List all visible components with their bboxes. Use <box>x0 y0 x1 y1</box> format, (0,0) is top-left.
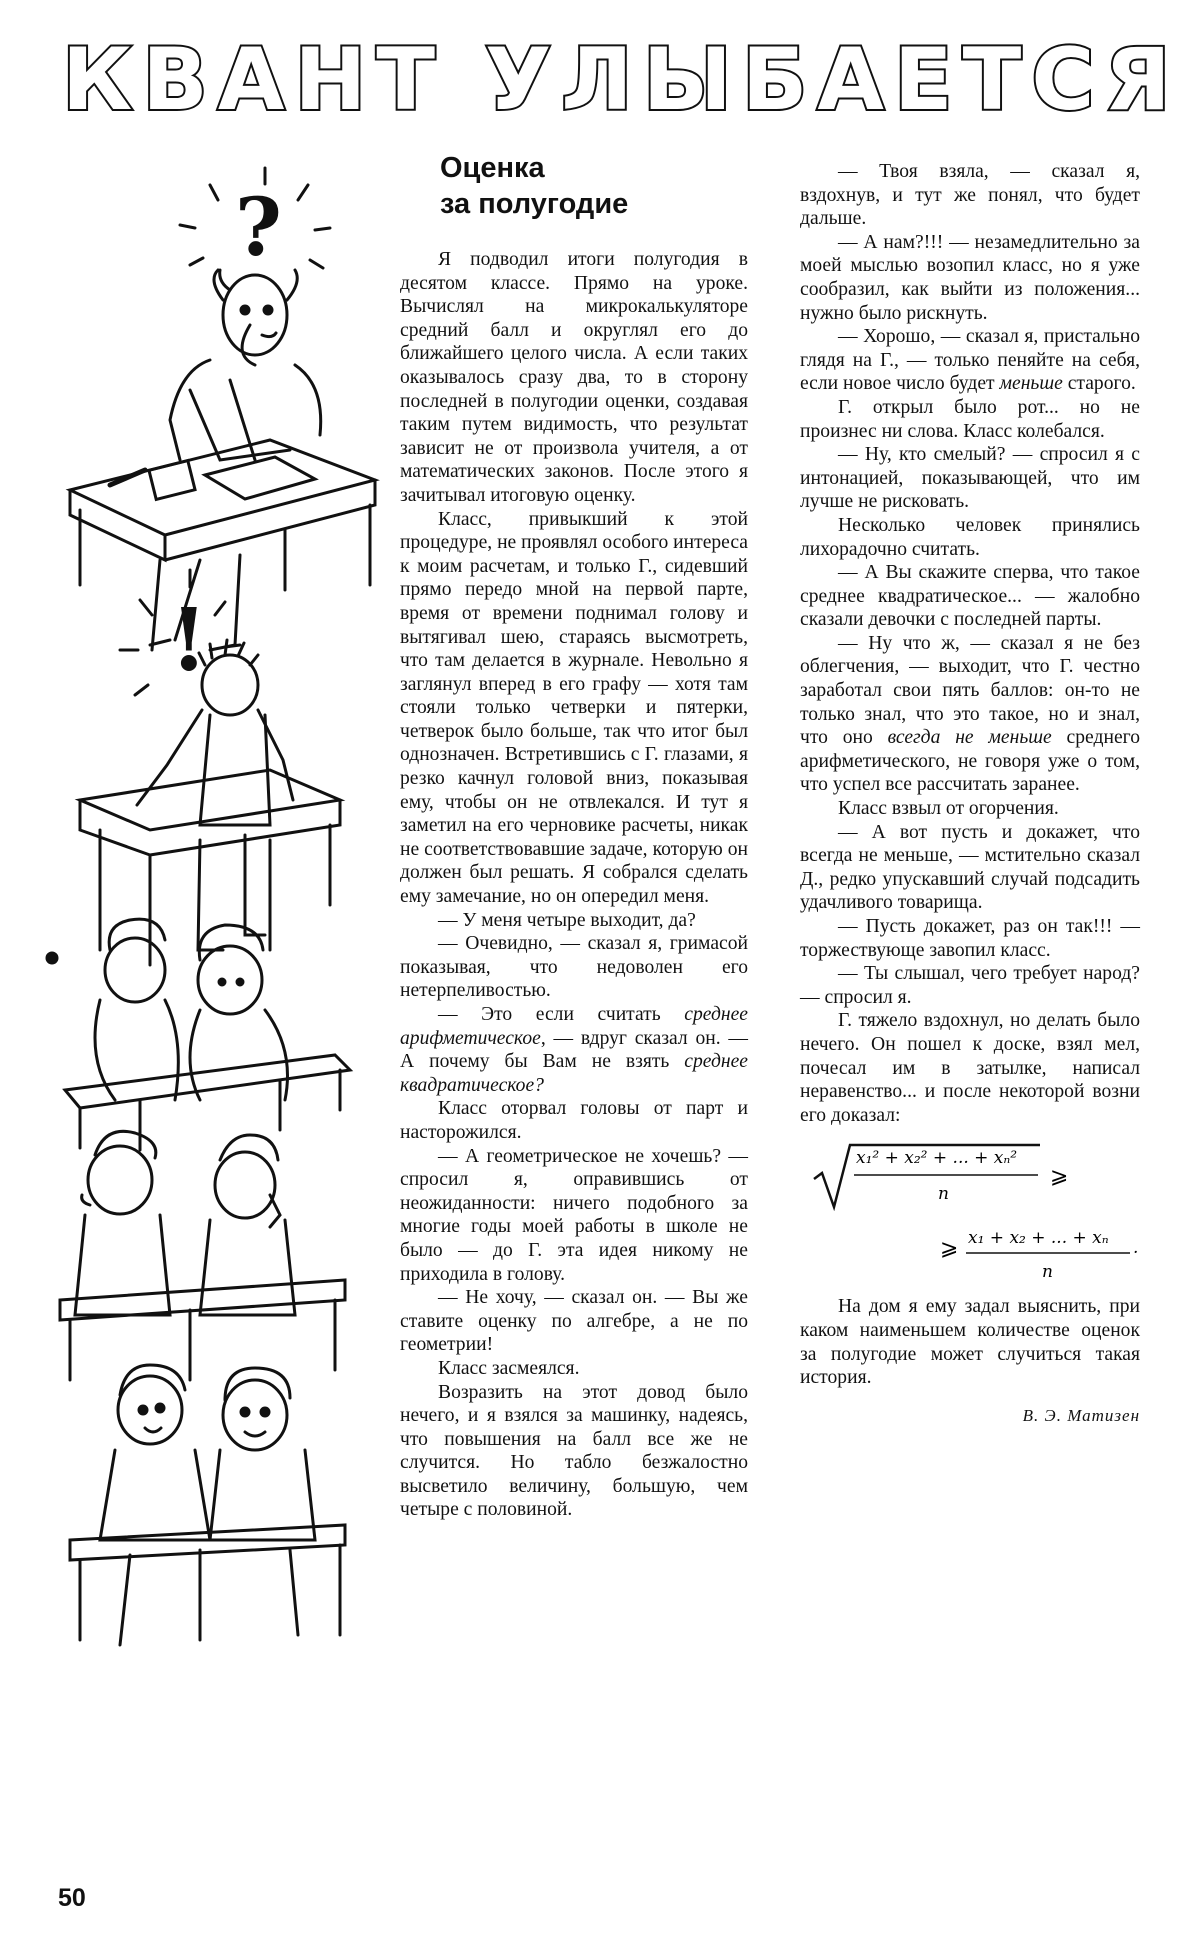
paragraph-with-emphasis: — Это если считать среднее арифметическое, — вдруг сказал он. — А почему бы Вам не взять среднее квадратическое? <box>400 1004 748 1096</box>
svg-text:⩾: ⩾ <box>1050 1164 1069 1190</box>
svg-text:n: n <box>938 1184 949 1205</box>
paragraph: — Не хочу, — сказал он. — Вы же ставите оценку по алгебре, а не по геометрии! <box>400 1287 748 1356</box>
paragraph: Класс, привыкший к этой процедуре, не проявлял особого интереса к моим расчетам, и только Г., сидевший прямо передо мной на первой парте, время от времени поднимал голову и вытягивал шею, стараясь высмотреть, что там делается в журнале. Невольно я заглянул вперед в его графу — хотя там стояли только четверки и пятерки, четверок было больше, так что итог был однозначен. Встретившись с Г. глазами, я резко качнул головой вниз, показывая ему, чтобы он не отвлекался. И тут я заметил на его черновике расчеты, никак не соответствовавшие задаче, которую он должен был решать. Я собрался сделать ему замечание, но он опередил меня. <box>400 508 748 908</box>
paragraph: Несколько человек принялись лихорадочно считать. <box>800 514 1140 560</box>
title-line-2: за полугодие <box>440 188 629 220</box>
author-signature: В. Э. Матизен <box>1022 1405 1140 1425</box>
rms-expression <box>810 1141 1110 1211</box>
article-title <box>440 150 740 222</box>
svg-text:x₁² + x₂² + ... + xₙ²: x₁² + x₂² + ... + xₙ² <box>856 1148 1018 1169</box>
paragraph-with-emphasis: — Хорошо, — сказал я, пристально глядя на Г., — только пеняйте на себя, если новое число будет меньше старого. <box>800 326 1140 395</box>
text-column-1 <box>400 248 748 1522</box>
svg-text:⩾: ⩾ <box>940 1236 959 1262</box>
paragraph: — Очевидно, — сказал я, гримасой показывая, что недоволен его нетерпеливостью. <box>400 933 748 1002</box>
text-column-2 <box>800 160 1140 1427</box>
paragraph: Г. открыл было рот... но не произнес ни слова. Класс колебался. <box>800 396 1140 442</box>
page-number: 50 <box>58 1884 86 1912</box>
svg-text:x₁ + x₂ + ... + xₙ: x₁ + x₂ + ... + xₙ <box>968 1228 1109 1249</box>
svg-text:n: n <box>1042 1262 1053 1283</box>
paragraph: Я подводил итоги полугодия в десятом классе. Прямо на уроке. Вычислял на микрокалькуляторе средний балл и округлял его до ближайшего целого числа. А если таких оказывалось сразу два, то в сторону последней в полугодии оценки, создавая таким путем видимость, что результат зависит не от произвола учителя, а от математических законов. После этого я зачитывал итоговую оценку. <box>400 249 748 506</box>
question-mark-icon: ? <box>235 180 282 274</box>
paragraph: — А вот пусть и докажет, что всегда не меньше, — мстительно сказал Д., редко упускавший случай подсадить удачливого товарища. <box>800 821 1140 914</box>
closing-paragraph: На дом я ему задал выяснить, при каком наименьшем количестве оценок за полугодие может случиться такая история. <box>800 1296 1140 1389</box>
title-line-1: Оценка <box>440 152 545 184</box>
section-banner: КВАНТ УЛЫБАЕТСЯ <box>62 30 1181 130</box>
paragraph: — Ты слышал, чего требует народ? — спросил я. <box>800 963 1140 1008</box>
paragraph: — Пусть докажет, раз он так!!! — торжествующе завопил класс. <box>800 916 1140 961</box>
paragraph: — А нам?!!! — незамедлительно за моей мыслью возопил класс, но я уже сообразил, как выйти из положения... нужно было рискнуть. <box>800 231 1140 324</box>
svg-text:.: . <box>1133 1238 1139 1259</box>
paragraph: — А геометрическое не хочешь? — спросил я, оправившись от неожиданности: ничего подобного за многие годы моей работы в школе не было — до Г. эта идея никому не приходила в голову. <box>400 1145 748 1285</box>
paragraph: Класс взвыл от огорчения. <box>838 798 1059 820</box>
paragraph: — Ну, кто смелый? — спросил я с интонацией, показывающей, что им лучше не рисковать. <box>800 444 1140 513</box>
paragraph: Г. тяжело вздохнул, но делать было нечего. Он пошел к доске, взял мел, почесал им в затылке, написал неравенство... и после некоторой возни его доказал: <box>800 1010 1140 1126</box>
cartoon-illustration <box>40 150 380 1810</box>
paragraph: — А Вы скажите сперва, что такое среднее квадратическое... — жалобно сказали девочки с последней парты. <box>800 562 1140 631</box>
paragraph: — У меня четыре выходит, да? <box>438 909 696 931</box>
arithmetic-mean-expression <box>940 1221 1140 1285</box>
paragraph-with-emphasis: — Ну что ж, — сказал я не без облегчения, — выходит, что Г. честно заработал свои пять баллов: он-то не только знал, что это такое, но и знал, что оно всегда не меньше среднего арифметического, не говоря уже о том, что успел все рассчитать заранее. <box>800 632 1140 796</box>
paragraph: Класс оторвал головы от парт и насторожился. <box>400 1098 748 1143</box>
paragraph: Класс засмеялся. <box>438 1357 580 1379</box>
exclamation-mark-icon: ! <box>170 590 208 691</box>
inequality-formula <box>800 1141 1140 1291</box>
paragraph: — Твоя взяла, — сказал я, вздохнув, и тут же понял, что будет дальше. <box>800 161 1140 230</box>
paragraph: Возразить на этот довод было нечего, и я взялся за машинку, надеясь, что повышения на балл все же не случится. Но табло безжалостно высветило величину, большую, чем четыре с половиной. <box>400 1381 748 1521</box>
